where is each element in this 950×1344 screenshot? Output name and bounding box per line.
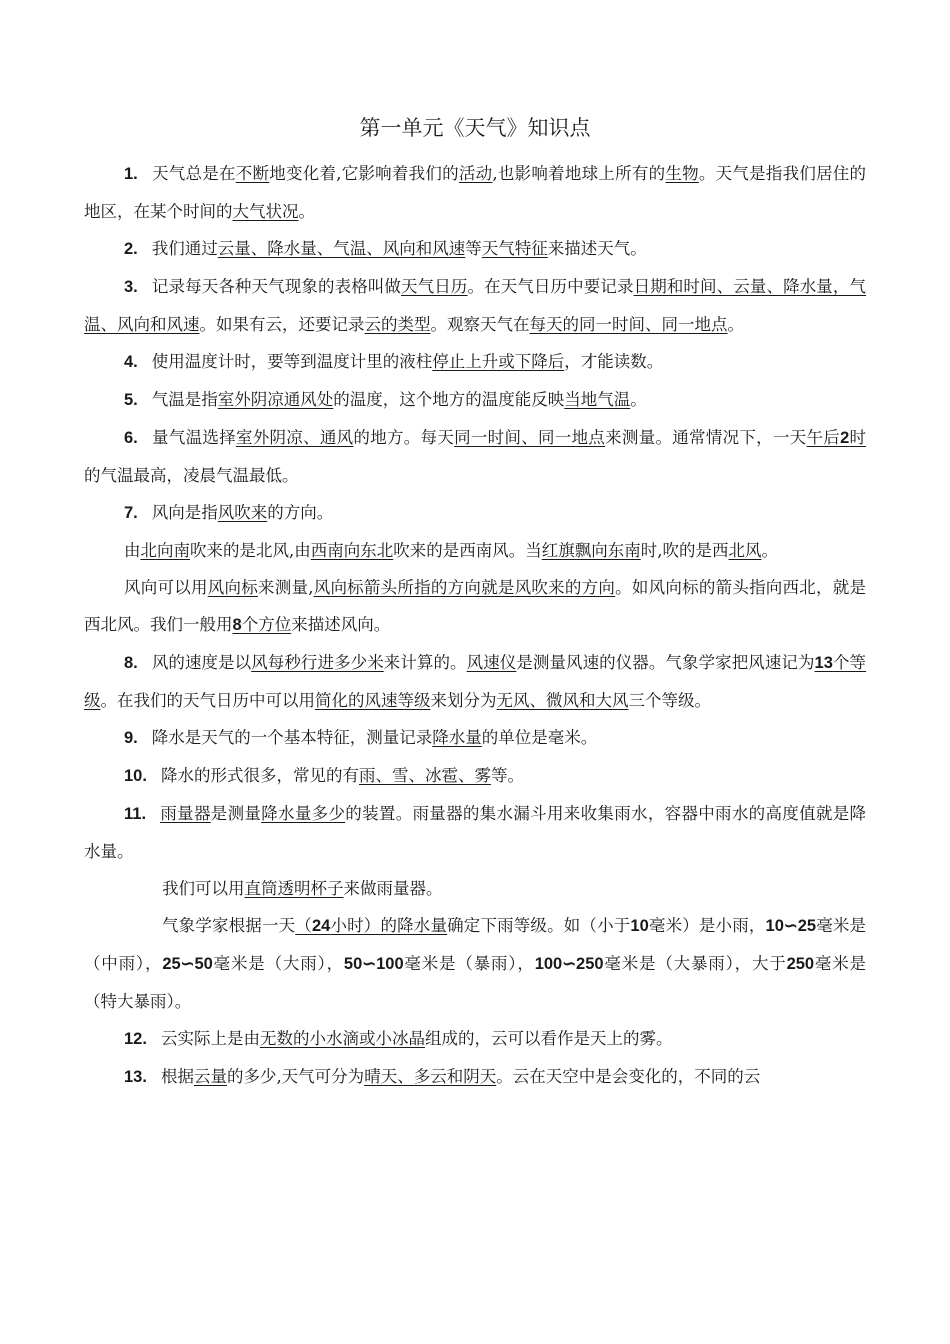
key-term: 简化的风速等级 <box>315 691 431 710</box>
text-segment: 降水的形式很多，常见的有 <box>160 766 359 785</box>
paragraph-12 <box>84 757 866 795</box>
text-segment: 确定下雨等级。如（小于 <box>447 916 631 935</box>
item-number: 7. <box>124 504 138 522</box>
text-segment: ，才能读数。 <box>564 352 664 371</box>
text-segment: 气象学家根据一天 <box>162 916 296 935</box>
key-term: 24 <box>311 917 331 935</box>
text-segment: 。如风向标的箭头指向西北，就是西北风。我们一般用 <box>84 578 867 634</box>
item-number: 6. <box>124 429 138 447</box>
paragraph-17 <box>84 1058 866 1096</box>
paragraph-10 <box>84 644 866 719</box>
text-segment: 50∽100 <box>343 955 404 973</box>
key-term: 风速仪 <box>466 653 517 672</box>
text-segment: 毫米是（中雨）， <box>84 916 867 973</box>
key-term: 降水量 <box>432 728 482 747</box>
text-segment: 的单位是毫米。 <box>481 728 598 747</box>
key-term: 风吹来 <box>217 503 268 522</box>
text-segment: 气温是指 <box>151 390 218 409</box>
key-term: 时 <box>849 428 867 447</box>
key-term: 生物 <box>665 164 699 183</box>
text-segment: 来做雨量器。 <box>343 879 443 898</box>
text-segment: 100∽250 <box>534 955 604 973</box>
paragraph-13 <box>84 795 866 870</box>
text-segment: 来划分为 <box>430 691 497 710</box>
item-number: 5. <box>124 391 138 409</box>
text-segment: 来描述天气。 <box>547 239 647 258</box>
paragraph-4 <box>84 343 866 381</box>
text-segment: 我们可以用 <box>162 879 245 898</box>
page-title: 第一单元《天气》知识点 <box>359 116 591 140</box>
key-term: 西南向东北 <box>310 541 394 560</box>
document-body <box>84 155 866 1096</box>
key-term: 室外阴凉、通风 <box>235 428 354 447</box>
item-number: 2. <box>124 240 138 258</box>
key-term: 8 <box>232 616 242 634</box>
item-number: 1. <box>124 165 138 183</box>
text-segment: 根据 <box>160 1067 194 1086</box>
paragraph-9 <box>84 569 866 644</box>
text-segment: 是测量风速的仪器。气象学家把风速记为 <box>516 653 815 672</box>
text-segment: 10 <box>630 917 649 935</box>
paragraph-2 <box>84 230 866 268</box>
text-segment: ,也影响着地球上所有的 <box>492 164 666 183</box>
key-term: 雨量器 <box>160 804 211 823</box>
text-segment: 。在我们的天气日历中可以用 <box>100 691 315 710</box>
item-number: 12. <box>124 1030 147 1048</box>
item-number: 3. <box>124 278 138 296</box>
item-number: 4. <box>124 353 138 371</box>
key-term: 大气状况 <box>232 202 299 221</box>
text-segment: 等。 <box>490 766 524 785</box>
key-term: 不断 <box>235 164 270 183</box>
key-term: 红旗飘向东南 <box>541 541 641 560</box>
text-segment: 。 <box>727 315 744 334</box>
text-segment: 。 <box>761 541 778 560</box>
paragraph-14 <box>84 870 866 907</box>
text-segment: 组成的，云可以看作是天上的雾。 <box>424 1029 673 1048</box>
key-term: 室外阴凉通风处 <box>217 390 334 409</box>
text-segment: 风的速度是以 <box>151 653 252 672</box>
text-segment: 毫米是（大暴雨），大于 <box>603 954 787 973</box>
key-term: 无数的小水滴或小冰晶 <box>259 1029 425 1048</box>
key-term: 云量 <box>193 1067 227 1086</box>
text-segment: 等 <box>465 239 482 258</box>
key-term: 晴天、多云和阴天 <box>364 1067 497 1086</box>
text-segment: 云实际上是由 <box>160 1029 260 1048</box>
key-term: 13 <box>814 654 833 672</box>
text-segment: 。在天气日历中要记录 <box>467 277 634 296</box>
text-segment: 的地方。每天 <box>353 428 455 447</box>
key-term: 风每秒行进多少米 <box>251 653 384 672</box>
key-term: 云量、降水量、气温、风向和风速 <box>217 239 466 258</box>
paragraph-3 <box>84 268 866 343</box>
item-number: 11. <box>124 805 147 823</box>
key-term: 小时）的降水量 <box>330 916 448 935</box>
key-term: 北向南 <box>140 541 190 560</box>
paragraph-5 <box>84 381 866 419</box>
key-term: 同一时间、同一地点 <box>454 428 606 447</box>
paragraph-6 <box>84 419 866 494</box>
paragraph-16 <box>84 1020 866 1058</box>
key-term: 降水量多少 <box>261 804 346 823</box>
text-segment: 毫米是（大雨）， <box>212 954 344 973</box>
paragraph-8 <box>84 532 866 569</box>
key-term: 午后 <box>806 428 841 447</box>
text-segment: 三个等级。 <box>628 691 711 710</box>
text-segment: 时,吹的是西 <box>640 541 729 560</box>
text-segment: 记录每天各种天气现象的表格叫做 <box>151 277 402 296</box>
key-term: 每天的同一时间、同一地点 <box>529 315 728 334</box>
text-segment: 毫米是（暴雨）， <box>403 954 535 973</box>
paragraph-11 <box>84 719 866 757</box>
text-segment: 来测量, <box>257 578 314 597</box>
text-segment: 25∽50 <box>162 955 213 973</box>
key-term: 雨、雪、冰雹、雾 <box>358 766 491 785</box>
text-segment: 的气温最高，凌晨气温最低。 <box>84 466 299 485</box>
text-segment: 毫米是（特大暴雨）。 <box>84 954 867 1011</box>
key-term: 风向标 <box>207 578 258 597</box>
text-segment: 使用温度计时，要等到温度计里的液柱 <box>151 352 433 371</box>
paragraph-7 <box>84 494 866 532</box>
text-segment: 毫米）是小雨， <box>648 916 766 935</box>
text-segment: 量气温选择 <box>151 428 236 447</box>
key-term: 日期和时间、云量、降水量，气温、风向和风速 <box>84 277 867 334</box>
key-term: 直筒透明杯子 <box>244 879 344 898</box>
text-segment: 。 <box>630 390 647 409</box>
key-term: 风向标箭头所指的方向就是风吹来的方向 <box>313 578 616 597</box>
text-segment: 我们通过 <box>151 239 218 258</box>
text-segment: 由 <box>124 541 141 560</box>
text-segment: 来计算的。 <box>383 653 467 672</box>
text-segment: 风向是指 <box>151 503 218 522</box>
key-term: 活动 <box>458 164 493 183</box>
text-segment: 是测量 <box>210 804 262 823</box>
key-term: 当地气温 <box>564 390 631 409</box>
item-number: 8. <box>124 654 138 672</box>
item-number: 13. <box>124 1068 147 1086</box>
text-segment: 的装置。雨量器的集水漏斗用来收集雨水，容器中雨水的高度值就是降水量。 <box>84 804 867 861</box>
text-segment: 来测量。通常情况下，一天 <box>605 428 807 447</box>
item-number: 9. <box>124 729 138 747</box>
text-segment: 的温度，这个地方的温度能反映 <box>333 390 565 409</box>
text-segment: 地变化着,它影响着我们的 <box>269 164 459 183</box>
key-term: 无风、微风和大风 <box>496 691 629 710</box>
item-number: 10. <box>124 767 147 785</box>
paragraph-1 <box>84 155 866 230</box>
key-term: （ <box>295 916 312 935</box>
text-segment: 来描述风向。 <box>291 615 391 634</box>
key-term: 云的类型 <box>364 315 431 334</box>
paragraph-15 <box>84 907 866 1020</box>
text-segment: 风向可以用 <box>124 578 208 597</box>
key-term: 个等级 <box>84 653 867 710</box>
text-segment: 。云在天空中是会变化的，不同的云 <box>496 1067 761 1086</box>
text-segment: 。 <box>298 202 315 221</box>
text-segment: 吹来的是西南风。当 <box>393 541 542 560</box>
key-term: 天气特征 <box>481 239 548 258</box>
key-term: 北风 <box>728 541 762 560</box>
text-segment: 降水是天气的一个基本特征，测量记录 <box>151 728 433 747</box>
text-segment: 的多少,天气可分为 <box>226 1067 365 1086</box>
key-term: 停止上升或下降后 <box>432 352 565 371</box>
text-segment: 250 <box>786 955 815 973</box>
text-segment: 天气总是在 <box>151 164 236 183</box>
key-term: 个方位 <box>241 615 292 634</box>
text-segment: 10∽25 <box>765 917 817 935</box>
text-segment: 。如果有云，还要记录 <box>199 315 365 334</box>
text-segment: 吹来的是北风,由 <box>190 541 311 560</box>
text-segment: 。观察天气在 <box>430 315 530 334</box>
key-term: 2 <box>840 429 850 447</box>
text-segment: 。天气是指我们居住的地区，在某个时间的 <box>84 164 867 221</box>
text-segment: 的方向。 <box>267 503 334 522</box>
key-term: 天气日历 <box>401 277 468 296</box>
